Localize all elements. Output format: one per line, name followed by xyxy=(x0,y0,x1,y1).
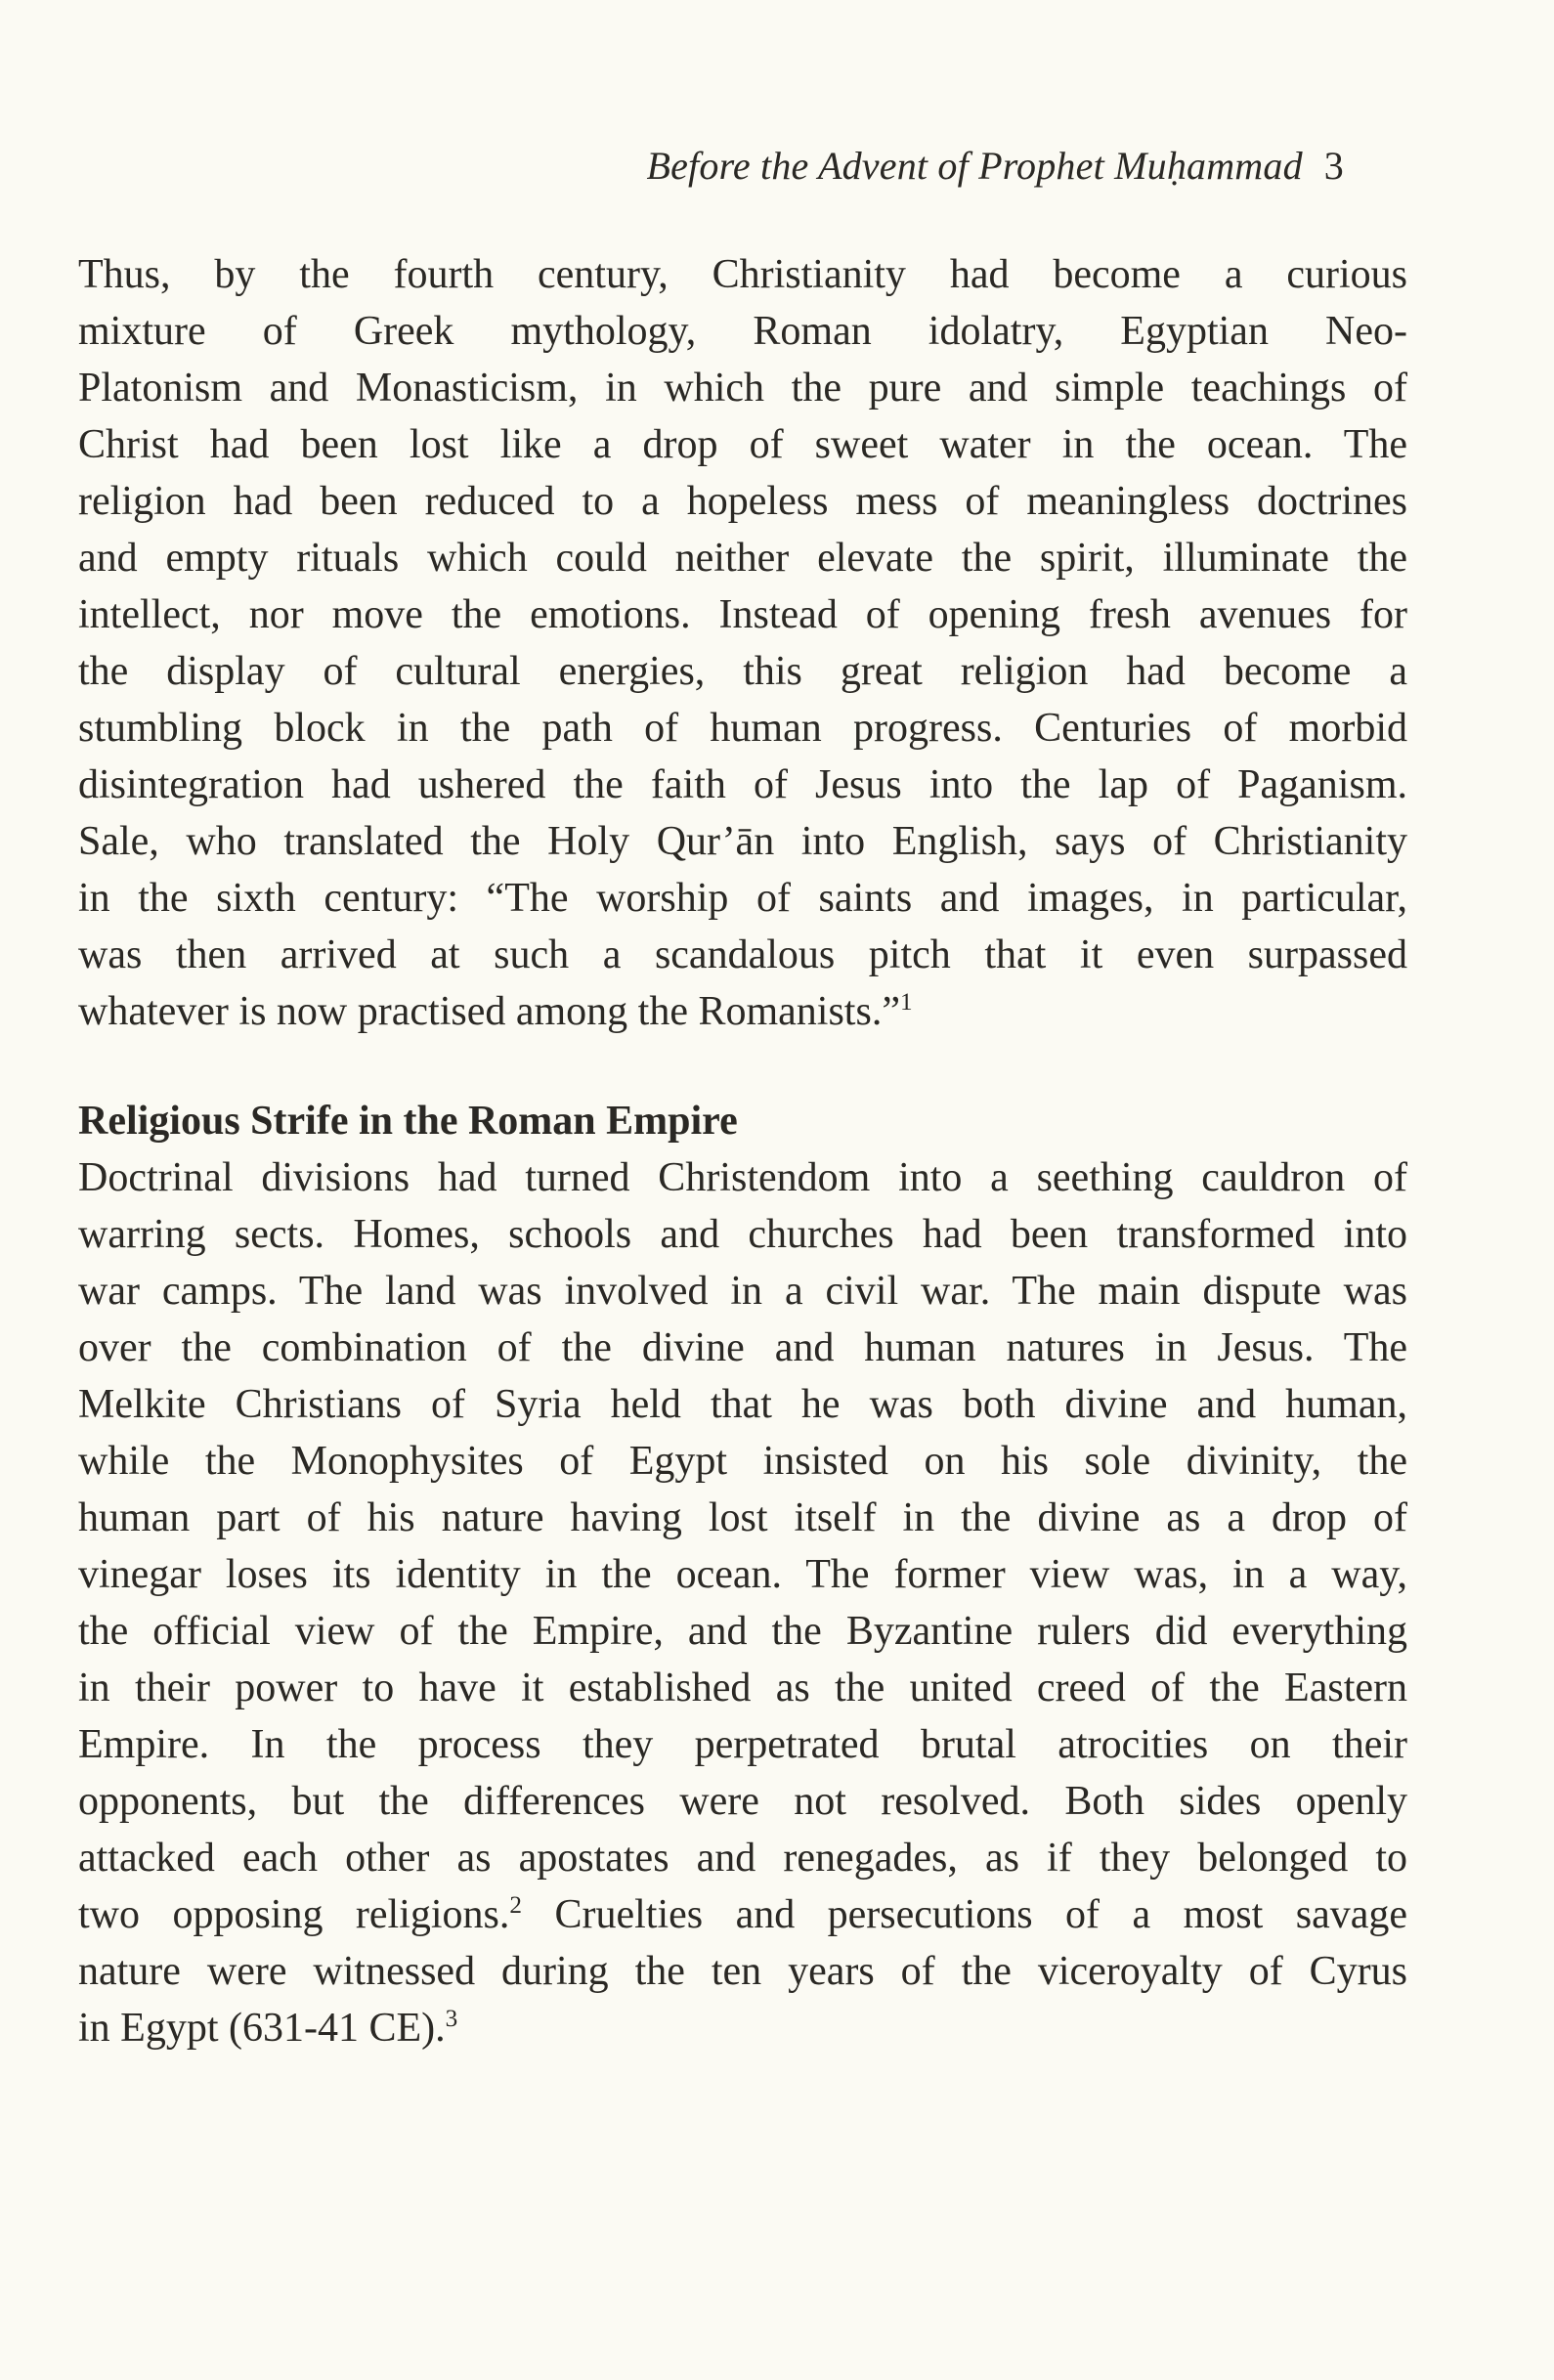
text-line: Thus, by the fourth century, Christianity had become a curious xyxy=(78,252,1407,297)
text-line: nature were witnessed during the ten years of the viceroyalty of Cyrus xyxy=(78,1949,1407,1994)
text-line: war camps. The land was involved in a civil war. The main dispute was xyxy=(78,1269,1407,1314)
text-line: stumbling block in the path of human progress. Centuries of morbid xyxy=(78,706,1407,751)
text-line xyxy=(78,1886,1407,1943)
text-line-content: Cruelties and persecutions of a most savage xyxy=(522,1892,1408,1937)
text-line: attacked each other as apostates and renegades, as if they belonged to xyxy=(78,1836,1407,1881)
text-line-last xyxy=(78,983,1407,1040)
text-line: Doctrinal divisions had turned Christendom into a seething cauldron of xyxy=(78,1155,1407,1200)
text-line: Empire. In the process they perpetrated brutal atrocities on their xyxy=(78,1722,1407,1767)
footnote-reference-2[interactable]: 2 xyxy=(509,1892,523,1919)
text-line: was then arrived at such a scandalous pitch that it even surpassed xyxy=(78,932,1407,977)
text-line: Platonism and Monasticism, in which the pure and simple teachings of xyxy=(78,366,1407,411)
text-line: and empty rituals which could neither elevate the spirit, illuminate the xyxy=(78,536,1407,581)
page-number: 3 xyxy=(1323,144,1344,188)
text-line: human part of his nature having lost itself in the divine as a drop of xyxy=(78,1495,1407,1540)
text-line: religion had been reduced to a hopeless mess of meaningless doctrines xyxy=(78,479,1407,524)
text-line: disintegration had ushered the faith of Jesus into the lap of Paganism. xyxy=(78,762,1407,807)
text-line: in the sixth century: “The worship of saints and images, in particular, xyxy=(78,876,1407,921)
running-head xyxy=(646,143,1344,189)
text-line: mixture of Greek mythology, Roman idolatry, Egyptian Neo- xyxy=(78,309,1407,354)
paragraph-religious-strife xyxy=(78,1149,1407,2056)
text-line-content: whatever is now practised among the Romanists.” xyxy=(78,989,900,1034)
text-line-last xyxy=(78,2000,1407,2056)
text-line: opponents, but the differences were not resolved. Both sides openly xyxy=(78,1779,1407,1824)
paragraph-christianity xyxy=(78,246,1407,1040)
text-line: the official view of the Empire, and the Byzantine rulers did everything xyxy=(78,1609,1407,1654)
text-line: vinegar loses its identity in the ocean. The former view was, in a way, xyxy=(78,1552,1407,1597)
text-line: the display of cultural energies, this great religion had become a xyxy=(78,649,1407,694)
text-line: Christ had been lost like a drop of sweet water in the ocean. The xyxy=(78,422,1407,467)
text-line: over the combination of the divine and human natures in Jesus. The xyxy=(78,1325,1407,1370)
text-line: Sale, who translated the Holy Qur’ān into English, says of Christianity xyxy=(78,819,1407,864)
text-line: Melkite Christians of Syria held that he was both divine and human, xyxy=(78,1382,1407,1427)
running-title: Before the Advent of Prophet Muḥammad xyxy=(646,144,1303,188)
text-line-content: two opposing religions. xyxy=(78,1892,510,1937)
text-line-content: in Egypt (631-41 CE). xyxy=(78,2006,446,2051)
section-heading: Religious Strife in the Roman Empire xyxy=(78,1099,738,1144)
footnote-reference-3[interactable]: 3 xyxy=(445,2006,458,2032)
footnote-reference-1[interactable]: 1 xyxy=(899,989,913,1016)
text-line: while the Monophysites of Egypt insisted on his sole divinity, the xyxy=(78,1439,1407,1484)
text-line: warring sects. Homes, schools and churches had been transformed into xyxy=(78,1212,1407,1257)
text-line: in their power to have it established as the united creed of the Eastern xyxy=(78,1666,1407,1710)
text-line: intellect, nor move the emotions. Instead of opening fresh avenues for xyxy=(78,592,1407,637)
